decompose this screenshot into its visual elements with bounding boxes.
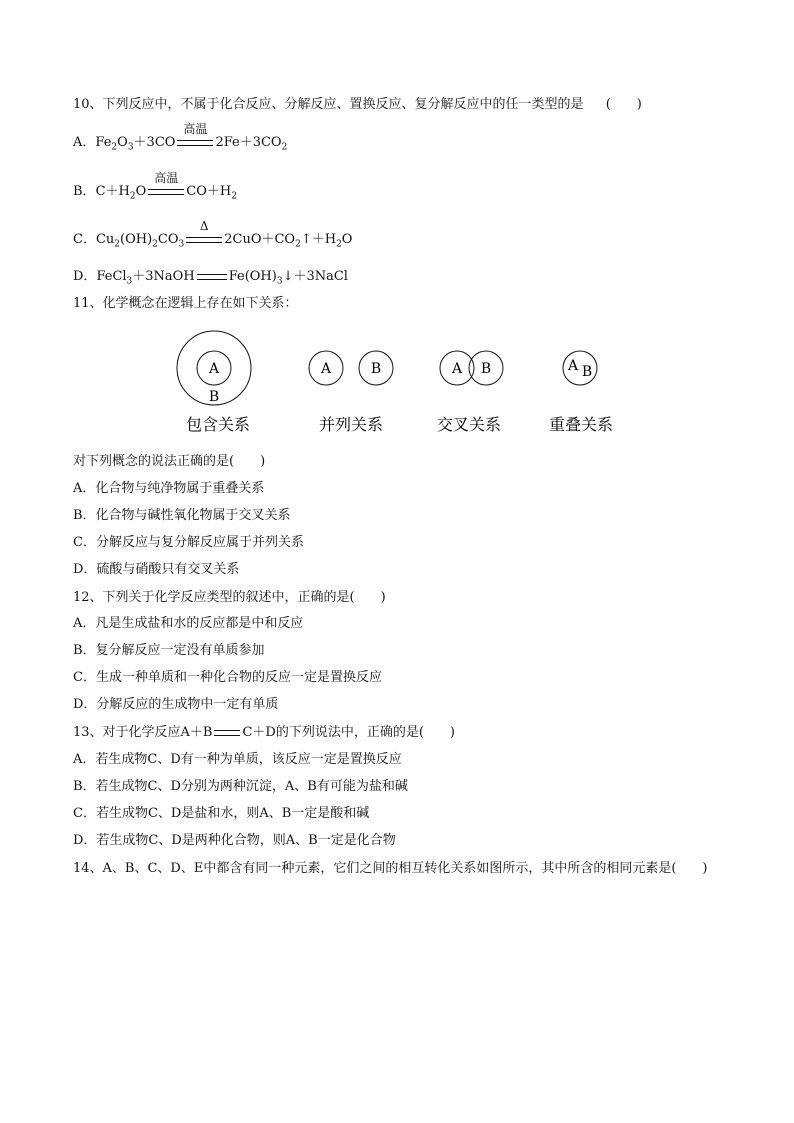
q10-stem <box>73 96 642 114</box>
formula-part: ＋3NaOH <box>132 269 195 284</box>
q12-option-b: B．复分解反应一定没有单质参加 <box>73 643 265 658</box>
q12-option-a: A．凡是生成盐和水的反应都是中和反应 <box>73 616 304 631</box>
q14-stem: 14、A、B、C、D、E中都含有同一种元素，它们之间的相互转化关系如图所示，其中所含的相同元素是( ) <box>73 861 708 876</box>
q11-option-a: A．化合物与纯净物属于重叠关系 <box>73 481 265 496</box>
formula-part: 2CuO＋CO <box>224 232 296 247</box>
q13-stem <box>73 724 455 742</box>
containment-letter-b: B <box>208 389 220 405</box>
q10-option-c <box>73 219 353 250</box>
condition-text: 高温 <box>183 122 208 136</box>
subscript: 3 <box>126 276 133 287</box>
formula-part: (OH) <box>120 232 153 247</box>
subscript: 3 <box>178 239 185 250</box>
option-label: B． <box>73 184 96 199</box>
subscript: 2 <box>336 239 342 250</box>
formula-part: Cu <box>95 232 115 247</box>
q10-option-a <box>73 122 288 153</box>
q11-option-b: B．化合物与碱性氧化物属于交叉关系 <box>73 508 291 523</box>
label-parallel: 并列关系 <box>318 415 384 434</box>
formula-part: O <box>135 184 147 199</box>
q10-option-d <box>73 268 348 286</box>
equals-sign <box>148 189 184 195</box>
formula-part: FeCl <box>96 269 127 284</box>
formula-part: Fe(OH) <box>228 269 277 284</box>
subscript: 2 <box>114 239 121 250</box>
formula-part: C＋H <box>95 184 130 199</box>
q13-stem-pre: 13、对于化学反应A＋B <box>73 725 213 740</box>
q11-option-c: C．分解反应与复分解反应属于并列关系 <box>73 535 304 550</box>
overlap-letter-b: B <box>581 364 593 380</box>
q13-option-b: B．若生成物C、D分别为两种沉淀，A、B有可能为盐和碱 <box>73 779 408 794</box>
q10-stem-text: 10、下列反应中，不属于化合反应、分解反应、置换反应、复分解反应中的任一类型的是 <box>73 97 584 112</box>
subscript: 2 <box>111 142 118 153</box>
q11-prompt: 对下列概念的说法正确的是( ) <box>73 454 266 469</box>
formula-part: CO <box>157 232 179 247</box>
q13-option-d: D．若生成物C、D是两种化合物，则A、B一定是化合物 <box>73 833 396 848</box>
condition-text: 高温 <box>154 171 179 185</box>
q12-option-d: D．分解反应的生成物中一定有单质 <box>73 697 279 712</box>
formula-part: Fe <box>95 135 112 150</box>
q13-stem-post: C＋D的下列说法中，正确的是( ) <box>242 725 455 740</box>
subscript: 3 <box>276 276 283 287</box>
equals-sign <box>186 237 222 243</box>
formula-part: O <box>117 135 128 150</box>
containment-letter-a: A <box>208 361 220 377</box>
formula-part: CO＋H <box>186 184 232 199</box>
subscript: 2 <box>129 191 136 202</box>
subscript: 2 <box>281 142 288 153</box>
q10-option-b <box>73 171 237 202</box>
label-intersect: 交叉关系 <box>436 415 502 434</box>
formula-part: 2Fe＋3CO <box>215 135 282 150</box>
subscript: 2 <box>152 239 158 250</box>
option-label: C． <box>73 232 96 247</box>
label-overlap: 重叠关系 <box>548 415 614 434</box>
option-label: D． <box>73 269 97 284</box>
condition-text: Δ <box>199 219 209 233</box>
reaction-condition <box>184 219 224 249</box>
intersect-letter-a: A <box>451 361 463 377</box>
q12-stem: 12、下列关于化学反应类型的叙述中，正确的是( ) <box>73 590 386 605</box>
q12-option-c: C．生成一种单质和一种化合物的反应一定是置换反应 <box>73 670 382 685</box>
q10-answer-paren: ( ) <box>605 97 642 112</box>
parallel-letter-a: A <box>320 361 332 377</box>
reaction-condition <box>146 171 186 201</box>
equals-sign <box>214 730 240 736</box>
formula-part: ↓＋3NaCl <box>282 269 348 284</box>
equals-sign <box>197 274 227 280</box>
q11-option-d: D．硫酸与硝酸只有交叉关系 <box>73 562 240 577</box>
label-containment: 包含关系 <box>185 415 251 434</box>
option-label: A． <box>73 135 96 150</box>
subscript: 2 <box>231 191 237 202</box>
intersect-letter-b: B <box>480 361 492 377</box>
reaction-condition <box>175 122 215 152</box>
overlap-letter-a: A <box>567 358 579 374</box>
subscript: 3 <box>127 142 134 153</box>
q11-stem: 11、化学概念在逻辑上存在如下关系： <box>73 296 298 311</box>
concept-relation-diagram <box>160 330 640 440</box>
formula-part: ＋3CO <box>133 135 176 150</box>
equals-sign <box>177 140 213 146</box>
subscript: 2 <box>295 239 301 250</box>
parallel-letter-b: B <box>370 361 382 377</box>
formula-part: O <box>341 232 353 247</box>
q13-option-c: C．若生成物C、D是盐和水，则A、B一定是酸和碱 <box>73 806 370 821</box>
q13-option-a: A．若生成物C、D有一种为单质，该反应一定是置换反应 <box>73 752 402 767</box>
formula-part: ↑＋H <box>300 232 337 247</box>
